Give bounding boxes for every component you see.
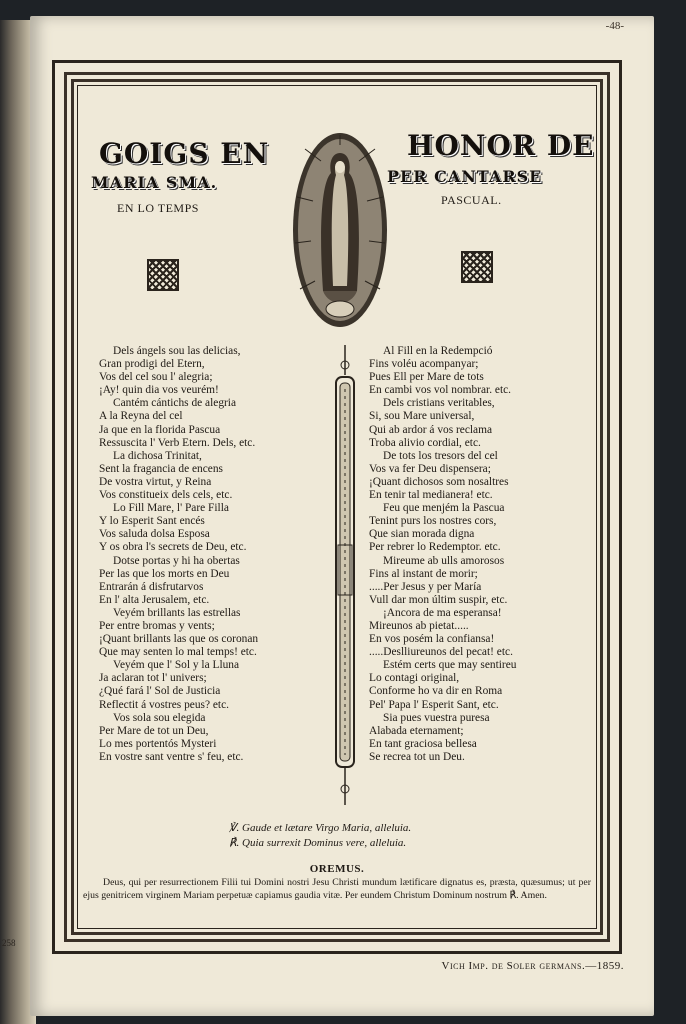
page-content [79,87,595,927]
left-verse-line: Veyém brillants las estrellas [113,606,241,619]
versicles [229,821,411,851]
right-verse-line: Fins al instant de morir; [369,567,478,580]
right-verse-line: Tenint purs los nostres cors, [369,515,497,528]
right-verse-line: Lo contagi original, [369,672,460,685]
left-verse-line: Gran prodigi del Etern, [99,358,205,371]
left-verse-line: A la Reyna del cel [99,410,183,423]
right-verse-line: Mireume ab ulls amorosos [383,554,505,567]
left-verse-line: Reflectit á vostres peus? etc. [99,698,229,711]
right-verse-line: Per rebrer lo Redemptor. etc. [369,541,501,554]
right-verse-line: Sia pues vuestra puresa [383,711,490,724]
right-verse-line: Feu que menjém la Pascua [383,502,505,515]
edge-mark: 258 [2,938,16,948]
left-verse-line: Ja que en la florida Pascua [99,423,221,436]
right-verse-line: Estém certs que may sentireu [383,659,517,672]
right-verse-line: Qui ab ardor á vos reclama [369,423,493,436]
folio-number: -48- [605,20,624,32]
left-verse-line: De vostra virtut, y Reina [99,475,212,488]
left-verse-line: Dotse portas y hi ha obertas [113,554,240,567]
left-verse-line: En vostre sant ventre s' feu, etc. [99,750,244,763]
left-verses [99,345,258,764]
left-verse-line: Ja aclaran tot l' univers; [99,672,207,685]
response-line: ℟. Quia surrexit Dominus vere, alleluia. [229,837,407,849]
right-verse-line: Alabada eternament; [369,724,464,737]
left-verse-line: Vos constitueix dels cels, etc. [99,489,233,502]
decorative-border [52,60,622,954]
right-verse-line: En vos posém la confiansa! [369,633,495,646]
left-verse-line: ¡Ay! quin dia vos veurém! [99,384,219,397]
title-left-small: EN LO TEMPS [117,201,199,215]
right-verse-line: Se recrea tot un Deu. [369,750,465,763]
left-verse-line: La dichosa Trinitat, [113,449,202,462]
title-right-small: PASCUAL. [441,193,502,207]
right-verse-line: Conforme ho va dir en Roma [369,685,503,698]
right-verse-line: .....Deslliureunos del pecat! etc. [369,646,513,659]
left-verse-line: Per entre bromas y vents; [99,619,215,632]
right-verse-line: Vos va fer Deu dispensera; [369,462,491,475]
right-verse-line: De tots los tresors del cel [383,449,498,462]
right-verse-line: En tenir tal medianera! etc. [369,489,493,502]
title-left-big: GOIGS EN [99,137,270,170]
page [30,16,654,1016]
right-verse-line: En cambi vos vol nombrar. etc. [369,384,512,397]
oremus-heading: OREMUS. [309,863,365,875]
right-verse-line: ¡Quant dichosos som nosaltres [369,475,509,488]
left-verse-line: Per Mare de tot un Deu, [99,724,209,737]
left-verse-line: Ressuscita l' Verb Etern. Dels, etc. [99,436,256,449]
left-verse-line: En l' alta Jerusalem, etc. [99,593,210,606]
left-verse-line: Dels ángels sou las delicias, [113,345,241,357]
right-verse-line: Si, sou Mare universal, [369,410,475,423]
right-verse-line: Pues Ell per Mare de tots [369,371,484,384]
virgin-image [291,131,389,329]
right-verses [369,345,516,764]
right-verse-line: Al Fill en la Redempció [383,345,493,357]
column-ornament [331,345,359,805]
title-left-mid: MARIA SMA. [91,173,218,192]
right-verse-line: Pel' Papa l' Esperit Sant, etc. [369,698,499,711]
right-verse-line: Troba alivio cordial, etc. [369,436,481,449]
left-verse-line: Vos sola sou elegida [113,711,206,724]
left-verse-line: Entrarán á disfrutarvos [99,580,204,593]
left-verse-line: Vos del cel sou l' alegria; [99,371,213,384]
left-verse-line: Per las que los morts en Deu [99,567,230,580]
right-verse-line: ¡Ancora de ma esperansa! [383,606,502,619]
title-right-mid: PER CANTARSE [387,167,543,186]
right-verse-line: Que sian morada digna [369,528,475,541]
left-verse-line: Que may senten lo mal temps! etc. [99,646,257,659]
oremus-prayer: Deus, qui per resurrectionem Filii tui Domini nostri Jesu Christi mundum lætificare dignatus es, præsta, quæsumus; ut per ejus genitricem virginem Mariam perpetuæ capiamus gaudia vitæ. Per eundem Christum Dominum nostrum ℟. Amen. [83,877,591,901]
ornament-left [147,259,179,291]
left-verse-line: Y lo Esperit Sant encés [99,515,205,528]
left-verse-line: Lo mes portentós Mysteri [99,737,217,750]
right-verse-line: Fins voléu acompanyar; [369,358,479,371]
right-verse-line: Mireunos ab pietat..... [369,619,469,632]
right-verse-line: .....Per Jesus y per María [369,580,482,593]
title-right-big: HONOR DE [407,129,595,162]
left-verse-line: Lo Fill Mare, l' Pare Filla [113,502,229,515]
right-verse-line: Vull dar mon últim suspir, etc. [369,593,508,606]
right-verse-line: Dels cristians veritables, [383,397,495,410]
left-verse-line: Y os obra l's secrets de Deu, etc. [99,541,247,554]
left-verse-line: ¡Quant brillants las que os coronan [99,633,259,646]
right-verse-line: En tant graciosa bellesa [369,737,477,750]
left-verse-line: Cantém cántichs de alegria [113,397,237,410]
ornament-right [461,251,493,283]
left-verse-line: Vos saluda dolsa Esposa [99,528,210,541]
left-verse-line: Sent la fragancia de encens [99,462,223,475]
left-verse-line: Veyém que l' Sol y la Lluna [113,659,240,672]
left-verse-line: ¿Qué fará l' Sol de Justicia [99,685,221,698]
versicle-line: ℣. Gaude et lætare Virgo Maria, alleluia. [229,822,412,834]
printer-imprint: Vich Imp. de Soler germans.—1859. [441,960,624,972]
